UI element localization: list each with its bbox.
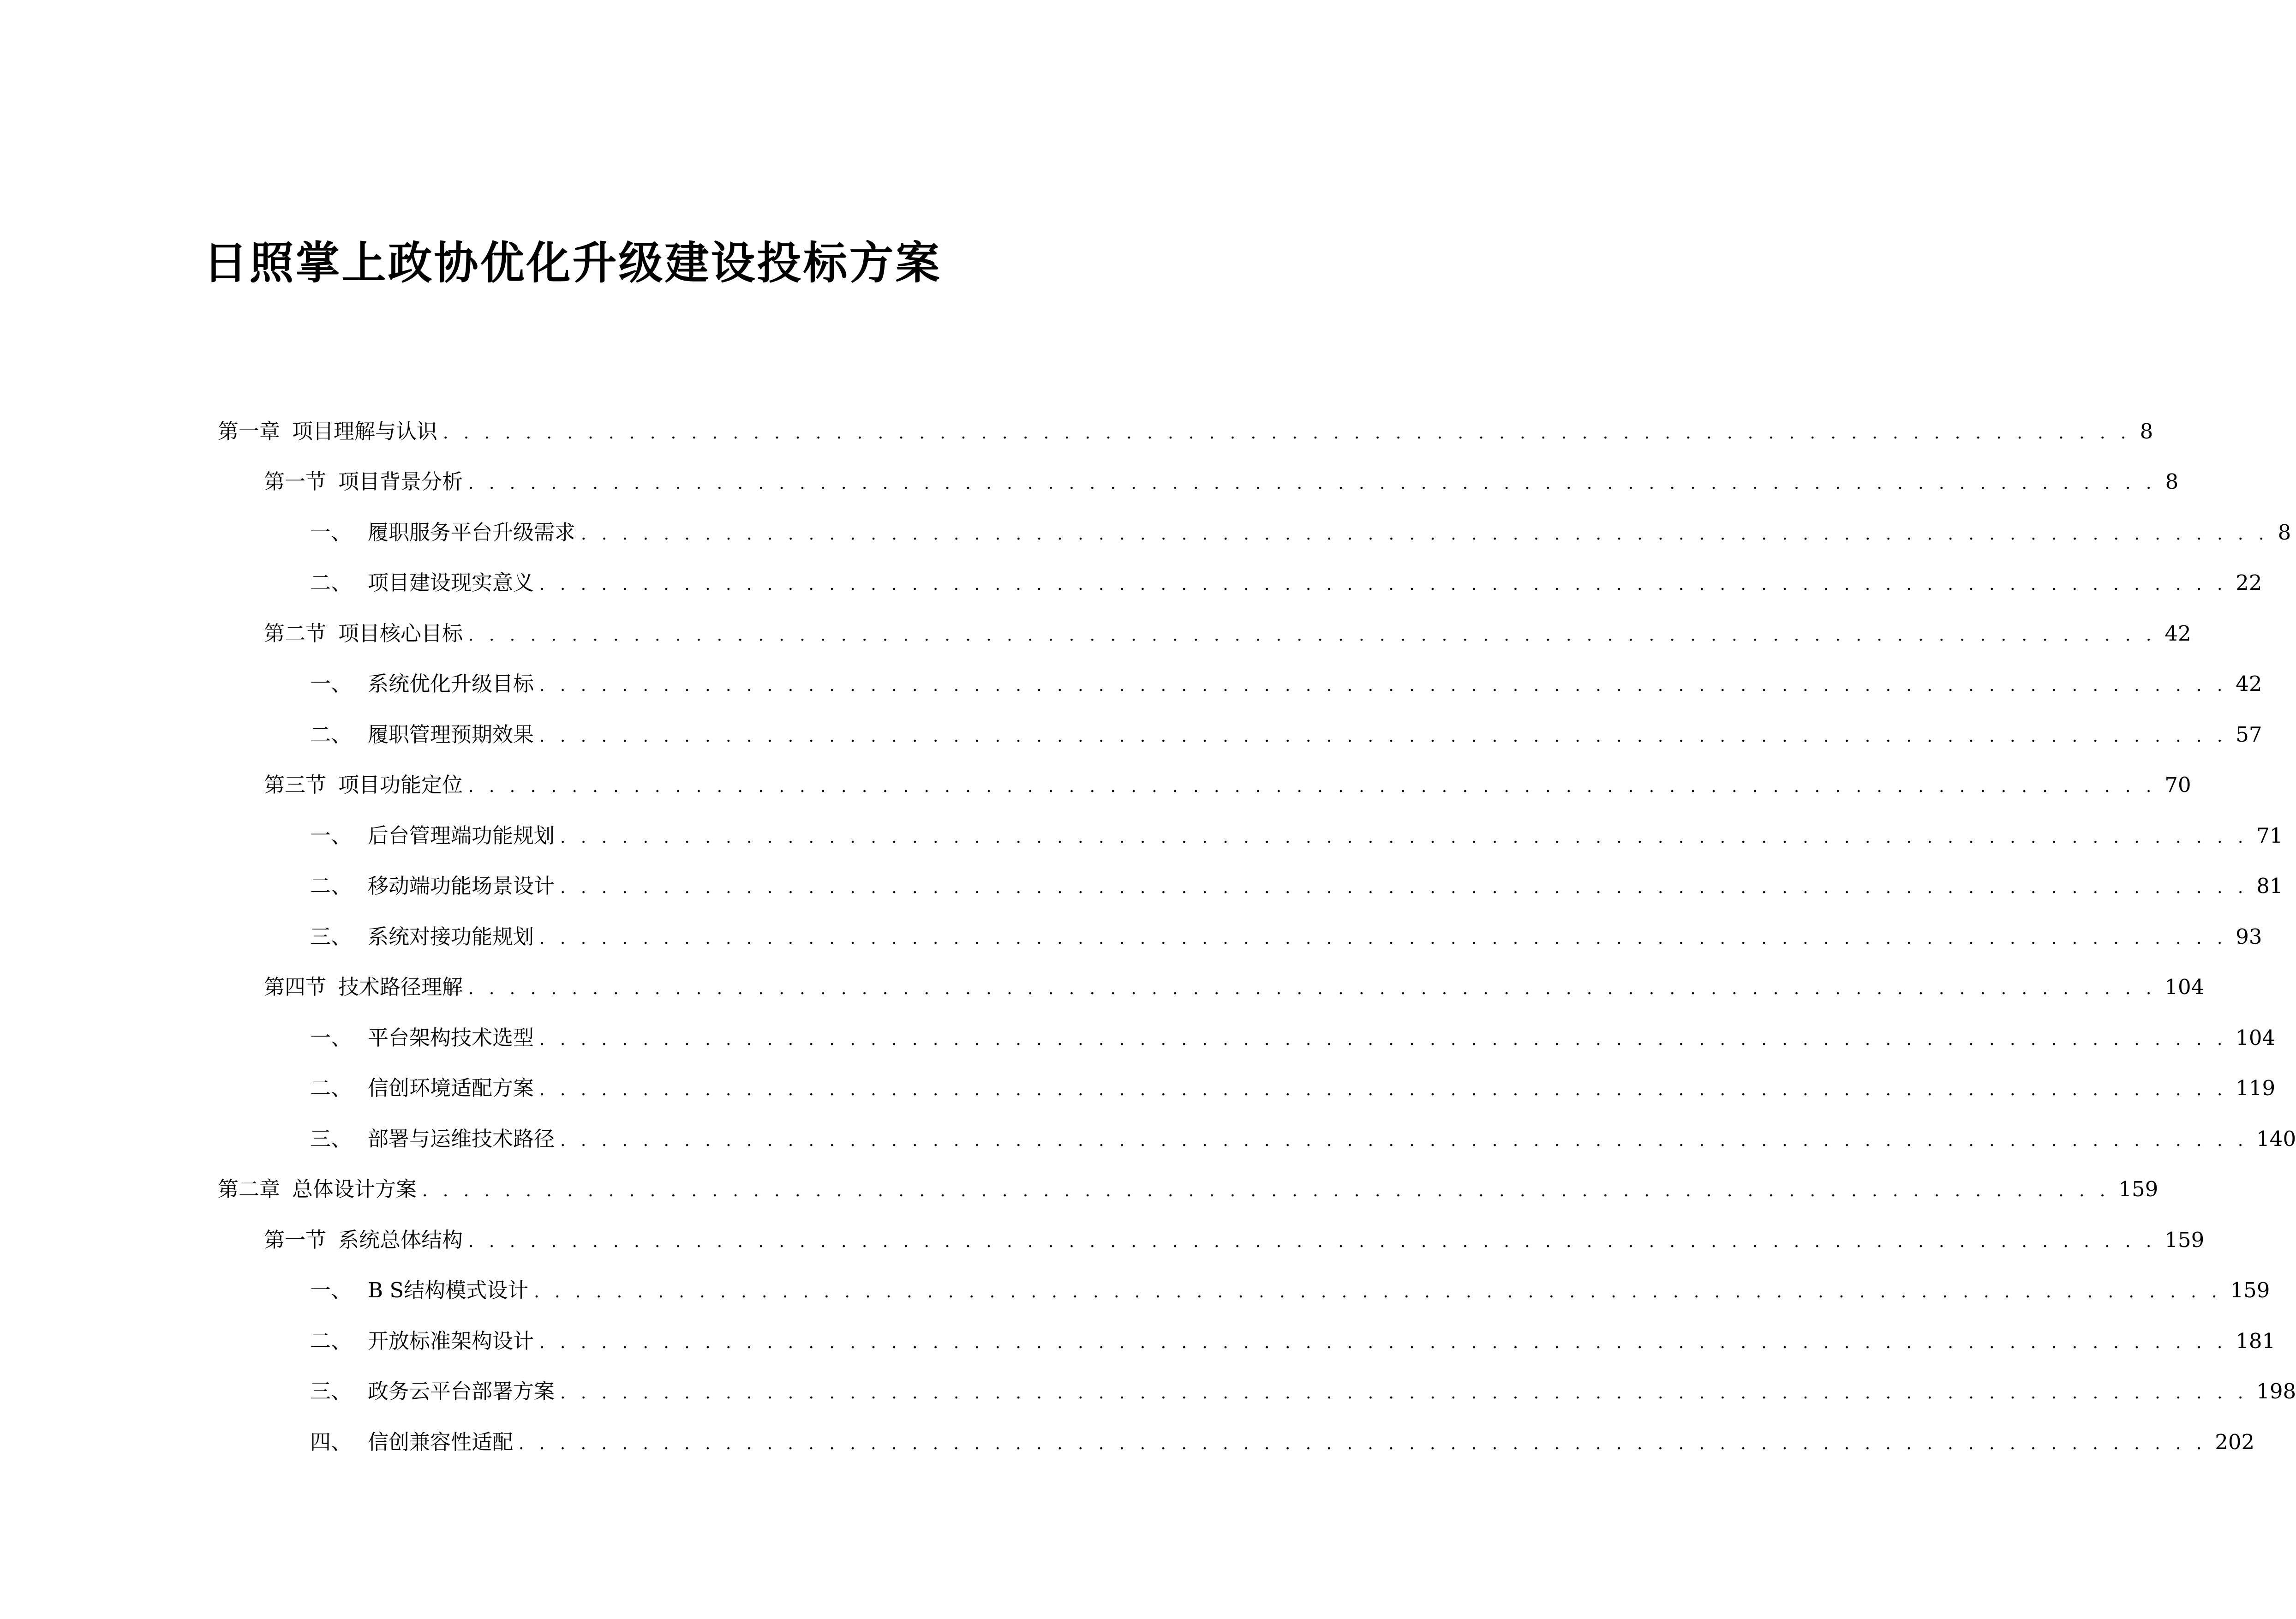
toc-entry-number: 第一章 [218,419,281,444]
toc-dot-leader: . . . . . . . . . . . . . . . . . . . . . . . . . . . . . . . . . . . . . . . . . . . . . . . . . . . . . . . . . . . . . . . . . . . . . . . . . . . . . . . . . . [539,1030,2228,1049]
toc-entry-title: 移动端功能场景设计 [368,874,555,899]
toc-page-number: 70 [2164,773,2191,798]
toc-page-number: 71 [2256,823,2283,848]
toc-entry[interactable] [0,1367,2296,1417]
toc-entry-number: 第二节 [264,621,327,646]
toc-dot-leader: . . . . . . . . . . . . . . . . . . . . . . . . . . . . . . . . . . . . . . . . . . . . . . . . . . . . . . . . . . . . . . . . . . . . . . . . . . . . . . . . . . [539,1333,2228,1352]
toc-page-number: 159 [2118,1177,2158,1202]
toc-dot-leader: . . . . . . . . . . . . . . . . . . . . . . . . . . . . . . . . . . . . . . . . . . . . . . . . . . . . . . . . . . . . . . . . . . . . . . . . . . . . . . . . . . [519,1434,2207,1453]
toc-page-number: 8 [2140,419,2153,444]
toc-entry-title: 系统对接功能规划 [368,924,534,949]
toc-entry-title: 项目理解与认识 [292,419,438,444]
toc-entry-title: 部署与运维技术路径 [368,1126,555,1151]
toc-entry[interactable] [0,1265,2270,1316]
toc-entry-title: 项目核心目标 [338,621,463,646]
toc-dot-leader: . . . . . . . . . . . . . . . . . . . . . . . . . . . . . . . . . . . . . . . . . . . . . . . . . . . . . . . . . . . . . . . . . . . . . . . . . . . . . . . . . . [468,474,2157,493]
toc-dot-leader: . . . . . . . . . . . . . . . . . . . . . . . . . . . . . . . . . . . . . . . . . . . . . . . . . . . . . . . . . . . . . . . . . . . . . . . . . . . . . . . . . . [581,524,2269,544]
document-title: 日照掌上政协优化升级建设投标方案 [203,237,942,289]
toc-entry-title: 平台架构技术选型 [368,1025,534,1050]
toc-dot-leader: . . . . . . . . . . . . . . . . . . . . . . . . . . . . . . . . . . . . . . . . . . . . . . . . . . . . . . . . . . . . . . . . . . . . . . . . . . . . . . . . . . [539,726,2228,746]
toc-page-number: 81 [2256,874,2283,899]
toc-entry[interactable] [0,507,2291,558]
toc-entry-number: 二、 [310,1076,352,1101]
toc-entry-title: 项目建设现实意义 [368,570,534,595]
toc-entry-title: 总体设计方案 [292,1177,417,1202]
toc-dot-leader: . . . . . . . . . . . . . . . . . . . . . . . . . . . . . . . . . . . . . . . . . . . . . . . . . . . . . . . . . . . . . . . . . . . . . . . . . . . . . . . . . . [560,827,2248,847]
toc-entry-number: 二、 [310,874,352,899]
toc-entry-number: 三、 [310,1126,352,1151]
toc-dot-leader: . . . . . . . . . . . . . . . . . . . . . . . . . . . . . . . . . . . . . . . . . . . . . . . . . . . . . . . . . . . . . . . . . . . . . . . . . . . . . . . . . . [468,979,2157,999]
toc-entry[interactable] [0,1417,2255,1468]
toc-page-number: 104 [2236,1025,2276,1050]
toc-entry[interactable] [0,709,2262,760]
toc-entry-title: 项目功能定位 [338,773,463,798]
toc-entry-title: 系统优化升级目标 [368,672,534,696]
toc-dot-leader: . . . . . . . . . . . . . . . . . . . . . . . . . . . . . . . . . . . . . . . . . . . . . . . . . . . . . . . . . . . . . . . . . . . . . . . . . . . . . . . . . . [539,929,2228,948]
toc-page-number: 140 [2256,1126,2296,1151]
toc-entry-title: 履职管理预期效果 [368,722,534,747]
toc-entry-number: 一、 [310,1278,352,1303]
toc-entry-title: 信创环境适配方案 [368,1076,534,1101]
toc-entry-number: 二、 [310,570,352,595]
toc-dot-leader: . . . . . . . . . . . . . . . . . . . . . . . . . . . . . . . . . . . . . . . . . . . . . . . . . . . . . . . . . . . . . . . . . . . . . . . . . . . . . . . . . . [468,777,2157,797]
toc-entry[interactable] [0,406,2153,457]
toc-entry-title: 信创兼容性适配 [368,1429,514,1454]
toc-entry[interactable] [0,760,2191,811]
toc-entry-title: 系统总体结构 [338,1227,463,1252]
toc-page-number: 22 [2236,570,2262,595]
toc-entry[interactable] [0,1013,2276,1063]
toc-entry-number: 第一节 [264,469,327,494]
toc-page-number: 198 [2256,1379,2296,1404]
toc-page-number: 8 [2165,469,2179,494]
toc-entry[interactable] [0,1164,2158,1215]
toc-entry-title: 项目背景分析 [338,469,463,494]
toc-page-number: 42 [2164,621,2191,646]
toc-page-number: 181 [2236,1328,2276,1353]
toc-entry-number: 一、 [310,672,352,696]
toc-entry-number: 四、 [310,1429,352,1454]
toc-entry[interactable] [0,1316,2276,1367]
toc-dot-leader: . . . . . . . . . . . . . . . . . . . . . . . . . . . . . . . . . . . . . . . . . . . . . . . . . . . . . . . . . . . . . . . . . . . . . . . . . . . . . . . . . . [422,1181,2111,1201]
toc-page-number: 42 [2236,672,2262,696]
toc-dot-leader: . . . . . . . . . . . . . . . . . . . . . . . . . . . . . . . . . . . . . . . . . . . . . . . . . . . . . . . . . . . . . . . . . . . . . . . . . . . . . . . . . . [560,1384,2248,1403]
toc-entry-number: 一、 [310,520,352,545]
toc-dot-leader: . . . . . . . . . . . . . . . . . . . . . . . . . . . . . . . . . . . . . . . . . . . . . . . . . . . . . . . . . . . . . . . . . . . . . . . . . . . . . . . . . . [539,575,2228,594]
toc-page-number: 159 [2230,1278,2270,1303]
toc-dot-leader: . . . . . . . . . . . . . . . . . . . . . . . . . . . . . . . . . . . . . . . . . . . . . . . . . . . . . . . . . . . . . . . . . . . . . . . . . . . . . . . . . . [468,1232,2157,1251]
toc-page-number: 119 [2236,1076,2276,1101]
toc-dot-leader: . . . . . . . . . . . . . . . . . . . . . . . . . . . . . . . . . . . . . . . . . . . . . . . . . . . . . . . . . . . . . . . . . . . . . . . . . . . . . . . . . . [539,1080,2228,1100]
toc-page-number: 93 [2236,924,2262,949]
toc-entry-number: 第四节 [264,975,327,1000]
toc-entry-number: 三、 [310,1379,352,1404]
toc-entry[interactable] [0,659,2262,710]
toc-entry[interactable] [0,608,2191,659]
toc-entry-number: 第一节 [264,1227,327,1252]
toc-entry-title: 后台管理端功能规划 [368,823,555,848]
toc-entry[interactable] [0,1063,2276,1114]
toc-page-number: 57 [2236,722,2262,747]
toc-entry[interactable] [0,962,2205,1013]
toc-dot-leader: . . . . . . . . . . . . . . . . . . . . . . . . . . . . . . . . . . . . . . . . . . . . . . . . . . . . . . . . . . . . . . . . . . . . . . . . . . . . . . . . . . [560,1131,2248,1150]
toc-entry-title: 政务云平台部署方案 [368,1379,555,1404]
toc-entry-title: B S结构模式设计 [368,1278,529,1303]
toc-dot-leader: . . . . . . . . . . . . . . . . . . . . . . . . . . . . . . . . . . . . . . . . . . . . . . . . . . . . . . . . . . . . . . . . . . . . . . . . . . . . . . . . . . [560,878,2248,898]
toc-entry-title: 履职服务平台升级需求 [368,520,576,545]
toc-dot-leader: . . . . . . . . . . . . . . . . . . . . . . . . . . . . . . . . . . . . . . . . . . . . . . . . . . . . . . . . . . . . . . . . . . . . . . . . . . . . . . . . . . [534,1283,2222,1302]
toc-entry-number: 第三节 [264,773,327,798]
table-of-contents [0,406,2296,1468]
toc-entry[interactable] [0,861,2283,912]
toc-entry[interactable] [0,457,2179,508]
toc-dot-leader: . . . . . . . . . . . . . . . . . . . . . . . . . . . . . . . . . . . . . . . . . . . . . . . . . . . . . . . . . . . . . . . . . . . . . . . . . . . . . . . . . . [468,625,2157,645]
toc-entry-number: 一、 [310,823,352,848]
toc-entry-number: 二、 [310,722,352,747]
toc-dot-leader: . . . . . . . . . . . . . . . . . . . . . . . . . . . . . . . . . . . . . . . . . . . . . . . . . . . . . . . . . . . . . . . . . . . . . . . . . . . . . . . . . . [539,676,2228,696]
toc-entry-number: 第二章 [218,1177,281,1202]
toc-page-number: 104 [2164,975,2205,1000]
toc-dot-leader: . . . . . . . . . . . . . . . . . . . . . . . . . . . . . . . . . . . . . . . . . . . . . . . . . . . . . . . . . . . . . . . . . . . . . . . . . . . . . . . . . . [443,423,2131,443]
toc-entry-number: 二、 [310,1328,352,1353]
toc-entry[interactable] [0,1114,2296,1164]
toc-entry[interactable] [0,558,2262,609]
toc-page-number: 159 [2164,1227,2205,1252]
toc-entry[interactable] [0,911,2262,962]
toc-entry-number: 三、 [310,924,352,949]
toc-page-number: 202 [2215,1429,2255,1454]
toc-entry-title: 技术路径理解 [338,975,463,1000]
toc-entry-title: 开放标准架构设计 [368,1328,534,1353]
toc-entry[interactable] [0,1215,2205,1265]
toc-page-number: 8 [2278,520,2291,545]
toc-entry[interactable] [0,810,2283,861]
toc-entry-number: 一、 [310,1025,352,1050]
